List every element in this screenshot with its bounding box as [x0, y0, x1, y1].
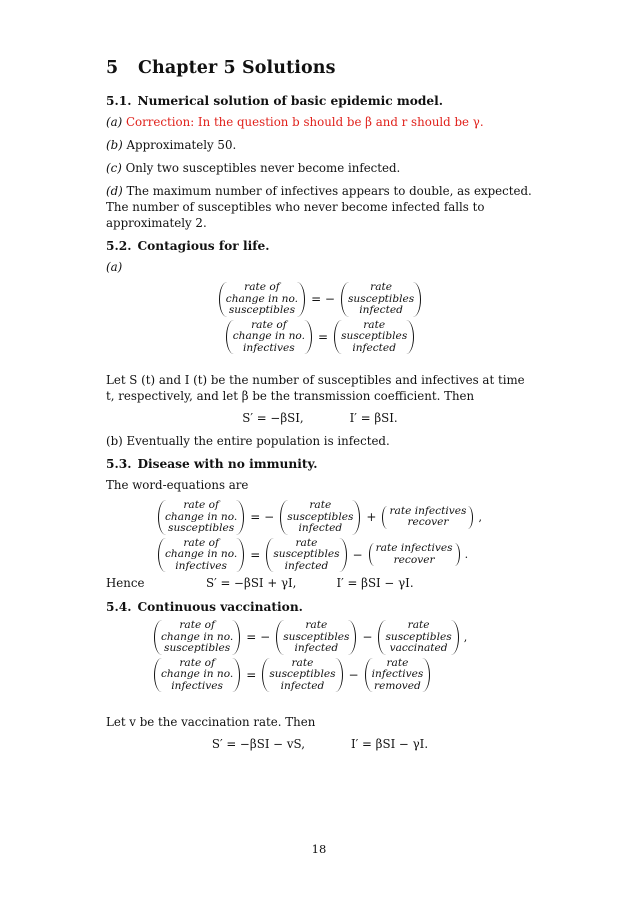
operator: = −	[250, 510, 275, 525]
section-5-1-heading	[106, 94, 534, 108]
section-title: Numerical solution of basic epidemic model.	[137, 94, 444, 108]
answer-5-2-b: (b) Eventually the entire population is infected.	[106, 434, 390, 448]
page-number: 18	[311, 842, 327, 856]
word-equation-5-3-2: rate of change in no. infectives = rate susceptibles infected − rate infectives recover .	[106, 538, 534, 573]
operator: = −	[311, 292, 335, 307]
item-text: Only two susceptibles never become infected.	[125, 161, 401, 175]
answer-5-1-c	[106, 160, 534, 176]
operator: −	[352, 547, 363, 562]
answer-5-1-a	[106, 114, 534, 130]
item-label: (c)	[106, 161, 122, 175]
item-label: (d)	[106, 184, 123, 198]
hence-line	[106, 576, 534, 590]
section-5-3-heading	[106, 457, 534, 471]
word-equation-5-4-2	[106, 658, 534, 693]
item-text: The maximum number of infectives appears to double, as expected. The number of susceptibles who never become infected falls to approximately 2.	[106, 184, 532, 230]
operator: +	[366, 510, 377, 525]
brace-group: rate of change in no. susceptibles	[219, 282, 305, 317]
section-title: Disease with no immunity.	[137, 457, 318, 471]
operator: −	[348, 667, 359, 682]
paragraph-5-3-intro: The word-equations are	[106, 478, 249, 492]
brace-group: rate susceptibles infected	[276, 620, 356, 655]
brace-group: rate of change in no. infectives	[226, 320, 312, 355]
section-number: 5.4.	[106, 600, 132, 614]
section-number: 5.3.	[106, 457, 132, 471]
brace-group: rate susceptibles vaccinated	[378, 620, 458, 655]
brace-group: rate of change in no. susceptibles	[158, 500, 244, 535]
equation-i: I′ = βSI.	[349, 411, 398, 425]
operator: =	[318, 329, 329, 344]
hence-text: Hence	[106, 576, 145, 590]
section-5-4-heading	[106, 600, 534, 614]
section-number: 5.1.	[106, 94, 132, 108]
operator: −	[362, 630, 373, 645]
page-content	[106, 58, 534, 759]
brace-group: rate susceptibles infected	[341, 282, 421, 317]
item-label: (b)	[106, 138, 123, 152]
brace-group: rate infectives removed	[365, 658, 431, 693]
brace-group: rate susceptibles infected	[262, 658, 342, 693]
model-equations-5-4	[106, 737, 534, 751]
brace-group: rate infectives recover	[369, 543, 460, 566]
brace-group: rate of change in no. infectives	[158, 538, 244, 573]
chapter-number: 5	[106, 58, 119, 78]
section-5-2-heading	[106, 239, 534, 253]
paragraph-5-4-vaccination: Let v be the vaccination rate. Then	[106, 715, 316, 729]
section-title: Contagious for life.	[137, 239, 270, 253]
equation-i: I′ = βSI − γI.	[336, 576, 414, 590]
section-title: Continuous vaccination.	[137, 600, 303, 614]
paragraph-5-2-definitions: Let S (t) and I (t) be the number of susceptibles and infectives at time t, respectively, and let β be the transmission coefficient. Then	[106, 373, 525, 403]
brace-group: rate of change in no. infectives	[154, 658, 240, 693]
brace-group: rate infectives recover	[382, 506, 473, 529]
word-equation-5-3-1: rate of change in no. susceptibles = − rate susceptibles infected + rate infectives recover ,	[106, 500, 534, 535]
operator: =	[246, 667, 257, 682]
brace-group: rate susceptibles infected	[266, 538, 346, 573]
equation-s: S′ = −βSI − vS,	[211, 737, 305, 751]
word-equation-5-2-2	[106, 320, 534, 355]
brace-group: rate susceptibles infected	[280, 500, 360, 535]
chapter-title	[106, 58, 534, 78]
item-label: (a)	[106, 115, 123, 129]
word-equation-5-2-1	[106, 282, 534, 317]
answer-5-1-b	[106, 137, 534, 153]
item-label-5-2-a: (a)	[106, 260, 123, 274]
correction-text: Correction: In the question b should be β and r should be γ.	[126, 115, 484, 129]
brace-group: rate susceptibles infected	[334, 320, 414, 355]
operator: = −	[246, 630, 271, 645]
section-number: 5.2.	[106, 239, 132, 253]
equation-i: I′ = βSI − γI.	[350, 737, 429, 751]
item-text: Approximately 50.	[126, 138, 237, 152]
equation-s: S′ = −βSI,	[242, 411, 304, 425]
word-equation-5-4-1: rate of change in no. susceptibles = − rate susceptibles infected − rate susceptibles vaccinated ,	[106, 620, 534, 655]
model-equations-5-2	[106, 411, 534, 425]
brace-group: rate of change in no. susceptibles	[154, 620, 240, 655]
equation-s: S′ = −βSI + γI,	[206, 576, 297, 590]
chapter-title-text: Chapter 5 Solutions	[138, 58, 336, 78]
operator: =	[250, 547, 261, 562]
answer-5-1-d	[106, 183, 534, 231]
